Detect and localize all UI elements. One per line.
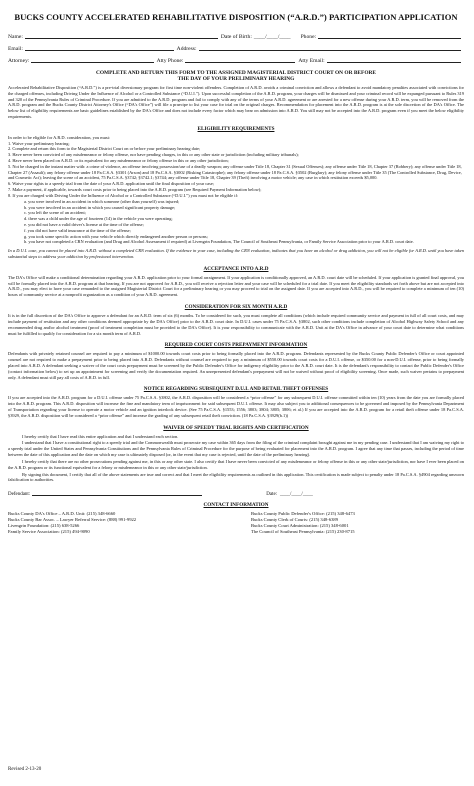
contact-item: Bucks County Clerk of Courts: (215) 348-6389 bbox=[251, 517, 339, 523]
applicant-fields bbox=[8, 28, 464, 64]
contact-column-left bbox=[8, 511, 221, 535]
defendant-label: Defendant: bbox=[8, 492, 31, 498]
list-item: 8. If you are charged with Driving Under the Influence of Alcohol or a Controlled Substance (“D.U.I.”) you must not be eligible if: bbox=[8, 192, 239, 198]
eligibility-heading: ELIGIBILITY REQUIREMENTS bbox=[197, 125, 275, 132]
list-item: 1. Waive your preliminary hearing; bbox=[8, 140, 70, 146]
six-month-paragraph: It is in the full discretion of the DA's Office to approve a defendant for an A.R.D. term of six (6) months. To be considered for such, you must complete all conditions (which include required community service and payment in full of all court costs, and may include payment of restitution and any other conditions deemed appropriate by the DA's Office) prior to the A.R.D. court date. In D.U.I. cases under 75 Pa.C.S.A. §3802, such other conditions include completion of Alcohol Highway Safety School and any recommended drug and/or alcohol treatment (proof of treatment completion must be provided to the DA's Office). It is your responsibility to communicate with the A.R.D. Unit at the DA's Office in advance of your court date to determine what conditions must be fulfilled to qualify for consideration for a six month term of A.R.D. bbox=[8, 313, 464, 336]
waiver-heading: WAIVER OF SPEEDY TRIAL RIGHTS AND CERTIFICATION bbox=[163, 424, 309, 431]
list-item: 2. Complete and return this form to the Magisterial District Court on or before your preliminary hearing date; bbox=[8, 146, 201, 152]
subsequent-offense-paragraph: If you are accepted into the A.R.D. program for a D.U.I. offense under 75 Pa.C.S.A. §3802, the A.R.D. disposition will be considered a “prior offense” for any subsequent D.U.I. offense committed within ten (10) years from the date you are formally placed into the A.R.D. program. This A.R.D. disposition will increase the fine and mandatory term of imprisonment for said subsequent D.U.I. offense. It may also subject you to additional consequences to be governed and imposed by the Pennsylvania Department of Transportation regarding your license to operate a motor vehicle and an ignition interlock device. (See 75 Pa.C.S.A. §1553; 1556; 3803; 3804; 3805; 3806; et al.) If you are accepted into the A.R.D. program for a retail theft offense under 18 Pa.C.S.A. §3929, the A.R.D. disposition will be considered a “prior offense” and increase the grading of any subsequent retail theft conviction. (18 Pa.C.S.A. §3929(b.1)) bbox=[8, 395, 464, 418]
list-item: 6. Waive your rights to a speedy trial from the date of your A.R.D. application until the final disposition of your case; bbox=[8, 181, 215, 187]
court-costs-heading: REQUIRED COURT COSTS PREPAYMENT INFORMATION bbox=[164, 342, 308, 349]
contact-list bbox=[8, 511, 464, 535]
address-input[interactable] bbox=[199, 44, 461, 51]
six-month-heading: CONSIDERATION FOR SIX MONTH A.R.D bbox=[184, 304, 288, 311]
list-item: h. you have not completed a CRN evaluation (and Drug and Alcohol Assessment if required) at Livengrin Foundation, The Council of Southeast Pennsylvania, or Family Service Association prior to your A.R.D. court date. bbox=[24, 239, 414, 245]
list-item: 4. Have never been placed on A.R.D. or its equivalent for any misdemeanor or felony offense in this or any other jurisdiction; bbox=[8, 158, 229, 163]
list-item: e. you did not have a valid driver's license at the time of the offense; bbox=[24, 221, 144, 227]
contact-item: Livengrin Foundation: (215) 638-5266 bbox=[8, 523, 80, 529]
name-input[interactable] bbox=[25, 32, 218, 39]
defendant-signature-field[interactable] bbox=[32, 489, 202, 496]
waiver-paragraph-2: I understand that I have a constitutional right to a speedy trial and the Commonwealth must prosecute my case within 365 days from the filing of the criminal complaint brought against me in my pending case. I understand that I am waiving my right to a speedy trial under the United States and Pennsylvania Constitutions and the Pennsylvania Rules of Criminal Procedure for the purpose of being evaluated for placement into the A.R.D. program. I agree that any time that passes, including the period of time between the date of this application and the date on which my case is ultimately disposed (or, in the event that my case is rejected, until the date of the preliminary hearing). bbox=[8, 440, 464, 458]
contact-item: Bucks County DA's Office – A.R.D. Unit: (215) 348-6660 bbox=[8, 511, 116, 517]
revision-date: Revised 2-13-20 bbox=[8, 767, 42, 772]
contact-item: The Council of Southeast Pennsylvania: (215) 230-8715 bbox=[251, 529, 355, 535]
contact-item: Bucks County Bar Assoc. – Lawyer Referral Service: (888) 991-9922 bbox=[8, 517, 137, 523]
atty-phone-input[interactable] bbox=[185, 56, 295, 63]
eligibility-lead: In order to be eligible for A.R.D. consideration, you must: bbox=[8, 134, 111, 140]
form-title: BUCKS COUNTY ACCELERATED REHABILITATIVE DISPOSITION (“A.R.D.”) PARTICIPATION APPLICATION bbox=[14, 12, 458, 22]
attorney-label: Attorney: bbox=[8, 58, 30, 64]
list-item: b. you were involved in an accident in which you caused significant property damage; bbox=[24, 204, 176, 210]
waiver-paragraph-4: By signing this document, I certify that all of the above statements are true and correct and that I meet the eligibility requirements as outlined in this application. This certification is made subject to penalty under 18 Pa.C.S.A. §4904 regarding unsworn falsification to authorities. bbox=[8, 471, 464, 483]
waiver-paragraph-1: I hereby certify that I have read this entire application and that I understand each section. bbox=[22, 433, 179, 439]
eligibility-list bbox=[8, 141, 464, 199]
atty-email-label: Atty Email: bbox=[298, 58, 325, 64]
dob-label: Date of Birth: bbox=[220, 34, 252, 40]
court-costs-paragraph: Defendants with privately retained counsel are required to pay a minimum of $1000.00 towards court costs prior to being formally placed into the A.R.D. program. Defendants represented by the Bucks County Public Defender's Office or court appointed counsel are not required to make a prepayment prior to being placed into A.R.D. Defendants without counsel are required to pay a minimum of $550.00 towards court costs for a D.U.I. offense, or $350.00 for a non-D.U.I. offense, prior to being formally placed into A.R.D. A defendant seeking a waiver of the court costs prepayment must be screened by the Public Defender's Office for indigency eligibility prior to the A.R.D. court date. It is the defendant's responsibility to contact the Public Defender's Office (contact information below) to set up an appointment for screening and verify the documentation required. An unrepresented defendant's prepayment will not be waived without proof of eligibility screening. Once made, such waiver pertains to prepayment only. A defendant must still pay all costs of A.R.D. in full. bbox=[8, 351, 464, 380]
date-label: Date: bbox=[266, 492, 278, 498]
email-input[interactable] bbox=[25, 44, 174, 51]
contact-item: Family Service Association: (215) 494-9090 bbox=[8, 529, 90, 535]
application-form bbox=[8, 4, 464, 774]
address-label: Address: bbox=[176, 46, 197, 52]
contact-item: Bucks County Court Administration: (215) 348-6001 bbox=[251, 523, 349, 529]
list-item: f. you did not have valid insurance at the time of the offense; bbox=[24, 227, 131, 233]
list-item: c. you left the scene of an accident; bbox=[24, 210, 86, 216]
return-instructions bbox=[8, 71, 464, 83]
subsequent-offense-heading: NOTICE REGARDING SUBSEQUENT D.U.I. AND RETAIL THEFT OFFENSES bbox=[143, 386, 329, 393]
email-label: Email: bbox=[8, 46, 23, 52]
phone-label: Phone: bbox=[300, 34, 317, 40]
list-item: 3. Have never been convicted of any misdemeanor or felony offense, nor have pending charges, in this or any other state or jurisdiction (including military tribunals); bbox=[8, 152, 299, 158]
field-row-3 bbox=[8, 52, 464, 64]
list-item: a. you were involved in an accident in which someone (other than yourself) was injured; bbox=[24, 198, 180, 204]
contact-item: Bucks County Public Defender's Office: (215) 348-6473 bbox=[251, 511, 355, 517]
signature-row bbox=[8, 487, 464, 497]
list-item: g. you took some specific action with your vehicle which directly endangered another person or persons; bbox=[24, 233, 208, 239]
return-heading-line2: THE DAY OF YOUR PRELIMINARY HEARING bbox=[177, 75, 295, 82]
dui-note: In a D.U.I. case, you cannot be placed into A.R.D. without a completed CRN evaluation. If the evidence in your case, including the CRN evaluation, indicates that you have an alcohol or drug addiction, you will not be eligible for A.R.D. until you have taken substantial steps to address your addiction by professional intervention. bbox=[8, 248, 464, 259]
list-item: 7. Make a payment, if applicable, towards court costs prior to being placed into the A.R.D. program (see Required Payment Information below); bbox=[8, 187, 262, 193]
atty-phone-label: Atty Phone: bbox=[156, 58, 184, 64]
name-label: Name: bbox=[8, 34, 23, 40]
attorney-input[interactable] bbox=[31, 56, 153, 63]
contact-column-right bbox=[221, 511, 464, 535]
acceptance-paragraph: The DA's Office will make a conditional determination regarding your A.R.D. application prior to your formal arraignment. If your application is conditionally approved, an A.R.D. court date will be scheduled. If your application is granted final approval, you will be formally placed into the A.R.D. program at that hearing. If you are not approved for A.R.D., you will receive a rejection letter and your case will be scheduled for a trial date. If you meet the eligibility standards set forth above but are not accepted into A.R.D., you may elect to have your case remanded to the assigned Magisterial District Court for a preliminary hearing or you may proceed to trial on the assigned date. If you are accepted into A.R.D., you will be required to complete a minimum of ten (10) hours of community service at a nonprofit organization as a condition of your A.R.D. agreement. bbox=[8, 274, 464, 298]
phone-input[interactable] bbox=[318, 32, 461, 39]
field-row-1 bbox=[8, 28, 464, 40]
waiver-paragraph-3: I hereby certify that there are no other prosecutions pending against me, in this or any other state. I also certify that I have never been convicted of any misdemeanor or felony offense in this or any other state/jurisdiction, nor have I ever been placed on the A.R.D. program or its functional equivalent for a felony or misdemeanor in this or any other state/jurisdiction. bbox=[8, 458, 464, 470]
return-heading-line1: COMPLETE AND RETURN THIS FORM TO THE ASSIGNED MAGISTERIAL DISTRICT COURT ON OR BEFORE bbox=[95, 70, 377, 76]
intro-paragraph: Accelerated Rehabilitative Disposition (“A.R.D.”) is a pre-trial diversionary program for first time non-violent offenders. Completion of A.R.D. avoids a criminal conviction and allows a defendant to avoid mandatory penalties associated with convictions for the charged offenses, including Driving Under the Influence of Alcohol or a Controlled Substance (“D.U.I.”). Upon successful completion of the A.R.D. program, your charges will be dismissed and your criminal record will be expunged pursuant to Rules 319 and 320 of the Pennsylvania Rules of Criminal Procedure. If you are admitted to the A.R.D. program and fail to comply with any of the terms of your A.R.D. agreement or are arrested for a new offense during your A.R.D. term, you will be removed from the A.R.D. program and the Bucks County District Attorney's Office (“DA's Office”) will file a praecipe to list your case for trial on the original charges. Recommendation for placement into the A.R.D. program is at the sole discretion of the DA's Office. The below list of eligibility requirements are basic guidelines established by the DA's Office and does not include every factor which may bear on admission into A.R.D. You still may not be accepted into the A.R.D. program even if you meet the below eligibility requirements. bbox=[8, 84, 464, 119]
date-field[interactable]: ____/____/____ bbox=[280, 492, 313, 498]
list-item: d. there was a child under the age of fourteen (14) in the vehicle you were operating; bbox=[24, 216, 173, 222]
dui-sub-list bbox=[8, 199, 464, 246]
list-item: 5. Not be charged in the instant matter with: a crime of violence, an offense involving possession/use of a deadly weapon; any offense under Title 18, Chapter 31 (Sexual Offenses); any offense under Title 18, Chapter 37 (Robbery); any offense under Title 18, Chapter 27 (Assault); any felony offense under 18 Pa.C.S.A. §3301 (Arson) and 18 Pa.C.S.A. §3002 (Risking Catastrophe); any felony offense under 18 Pa.C.S.A. §3502 (Burglary); any felony offense under Title 35 (The Controlled Substance, Drug, Device, and Cosmetic Act); leaving the scene of an accident, 75 Pa.C.S.A. §3742; §3742.1; §3744; any offense under Title 18, Chapter 39 (Theft) involving a motor vehicle; any case in which restitution exceeds $5,000. bbox=[8, 163, 462, 181]
acceptance-heading: ACCEPTANCE INTO A.R.D bbox=[203, 265, 269, 272]
dob-input[interactable]: ____/____/____ bbox=[253, 34, 291, 40]
atty-email-input[interactable] bbox=[327, 56, 461, 63]
field-row-2 bbox=[8, 40, 464, 52]
contact-heading: CONTACT INFORMATION bbox=[203, 502, 269, 509]
